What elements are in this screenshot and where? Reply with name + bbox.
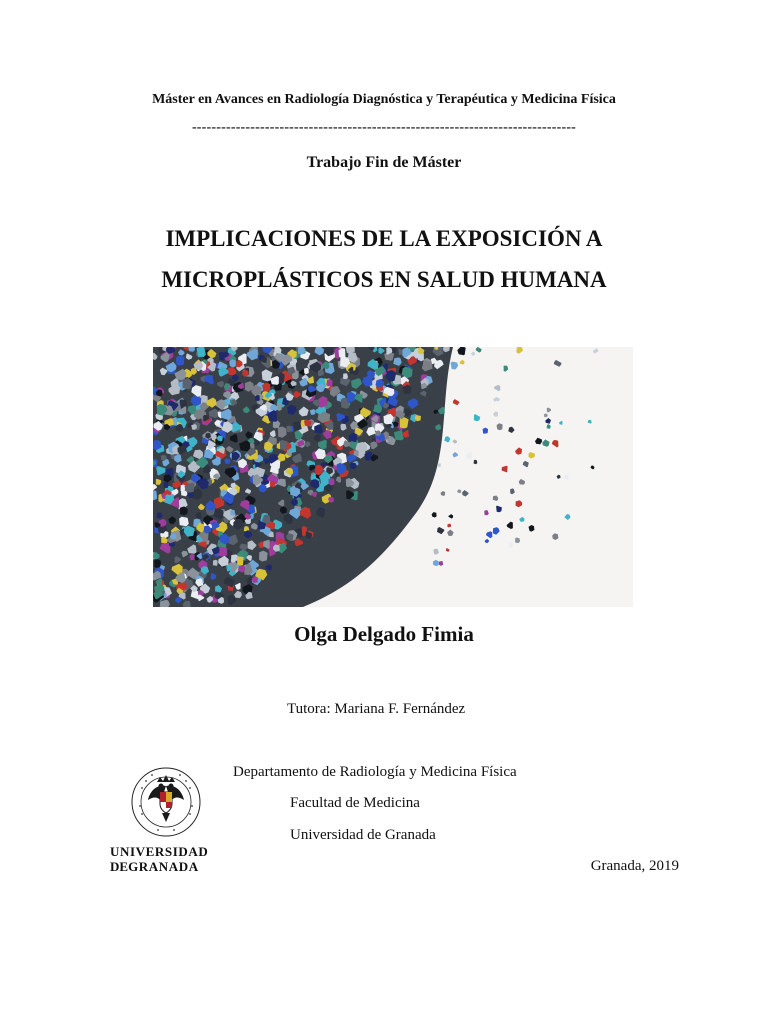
glitter-photo <box>153 347 633 607</box>
thesis-title-line-1: IMPLICACIONES DE LA EXPOSICIÓN A <box>165 226 603 251</box>
thesis-title <box>0 218 768 300</box>
thesis-title-line-2: MICROPLÁSTICOS EN SALUD HUMANA <box>161 267 607 292</box>
author-name: Olga Delgado Fimia <box>294 622 474 646</box>
document-type: Trabajo Fin de Máster <box>306 154 462 171</box>
university-logo <box>110 766 225 878</box>
university-seal-icon <box>130 766 202 838</box>
university-logo-wordmark <box>110 844 225 874</box>
logo-word-granada <box>110 859 225 874</box>
faculty-line: Facultad de Medicina <box>290 795 420 811</box>
logo-word-granada-main: GRANADA <box>128 859 199 874</box>
separator-line: ------------------------------------------------------------------------------- <box>191 120 577 135</box>
university-line: Universidad de Granada <box>290 827 436 843</box>
logo-word-de: DE <box>110 859 129 874</box>
program-name: Máster en Avances en Radiología Diagnóstica y Terapéutica y Medicina Física <box>152 92 616 107</box>
place-date: Granada, 2019 <box>590 858 679 874</box>
logo-word-universidad: UNIVERSIDAD <box>110 844 209 859</box>
department-line: Departamento de Radiología y Medicina Física <box>233 764 517 780</box>
cover-image <box>153 347 633 607</box>
tutor-line: Tutora: Mariana F. Fernández <box>287 701 466 717</box>
